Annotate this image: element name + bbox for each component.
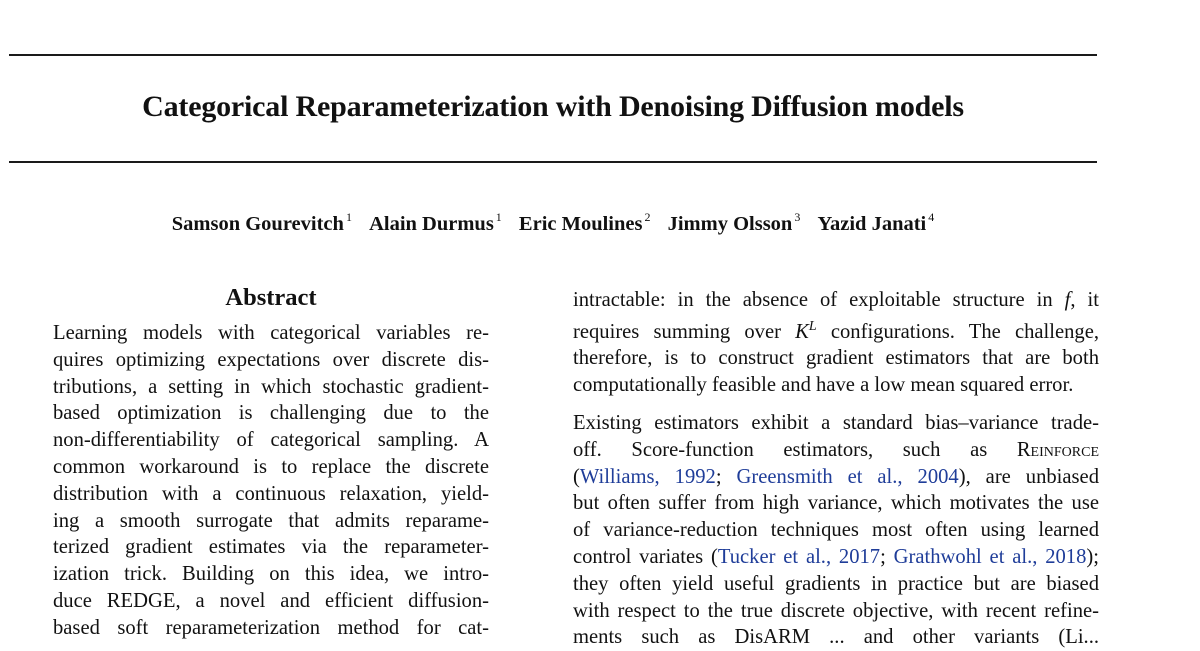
abstract-heading: Abstract (225, 284, 317, 311)
author: Alain Durmus $^1$ (369, 210, 502, 235)
body-line: they often yield useful gradients in practice but are biased (573, 572, 1099, 595)
title-bottom-rule (9, 161, 1097, 163)
paper-title: Categorical Reparameterization with Denoising Diffusion models (142, 90, 964, 123)
author: Eric Moulines $^2$ (518, 210, 651, 235)
abstract-line: Learning models with categorical variables re- (53, 322, 489, 344)
author-list (9, 210, 1097, 236)
author: Samson Gourevitch $^1$ (171, 210, 352, 235)
author: Jimmy Olsson $^3$ (667, 210, 801, 235)
abstract-line: based optimization is challenging due to the (53, 402, 489, 425)
body-line: but often suffer from high variance, which motivates the use (573, 492, 1099, 515)
reinforce-name: Reinforce (1016, 438, 1099, 461)
body-line: control variates (Tucker et al., 2017; Grathwohl et al., 2018); (573, 546, 1099, 569)
math-L: L (808, 318, 817, 334)
citation-link[interactable]: Grathwohl et al., 2018 (893, 546, 1087, 569)
body-line: (Williams, 1992; Greensmith et al., 2004), are unbiased (573, 465, 1099, 488)
abstract-line: based soft reparameterization method for cat- (53, 616, 489, 639)
body-line: of variance-reduction techniques most often using learned (573, 519, 1099, 542)
abstract-line: distribution with a continuous relaxation, yield- (53, 482, 489, 505)
body-line: Existing estimators exhibit a standard bias–variance trade- (573, 412, 1099, 435)
abstract-line: quires optimizing expectations over discrete dis- (53, 348, 489, 371)
citation-link[interactable]: Williams, 1992 (579, 465, 716, 488)
citation-link[interactable]: Tucker et al., 2017 (717, 546, 881, 569)
abstract-line: tributions, a setting in which stochastic gradient- (53, 375, 489, 398)
body-line: requires summing over $K^L$ configurations. The challenge, (573, 318, 1099, 343)
math-f: f (1064, 289, 1071, 311)
body-line: with respect to the true discrete objective, with recent refine- (573, 599, 1099, 622)
abstract-line: duce REDGE, a novel and efficient diffusion- (53, 589, 489, 612)
author: Yazid Janati $^4$ (817, 210, 935, 235)
body-line: off. Score-function estimators, such as Reinforce (573, 438, 1099, 461)
abstract-line: ing a smooth surrogate that admits reparame- (53, 509, 489, 532)
title-top-rule (9, 54, 1097, 56)
abstract-line: common workaround is to replace the discrete (53, 455, 489, 478)
citation-link[interactable]: Greensmith et al., 2004 (736, 465, 959, 488)
body-line: therefore, is to construct gradient estimators that are both (573, 347, 1099, 370)
abstract-line: terized gradient estimates via the reparameter- (53, 536, 489, 559)
abstract-body (53, 320, 489, 642)
body-line: intractable: in the absence of exploitable structure in f, it (573, 289, 1099, 311)
math-K: K (795, 320, 809, 343)
body-column-right (573, 287, 1099, 651)
abstract-line: ization trick. Building on this idea, we intro- (53, 563, 489, 586)
body-line: ments such as DisARM ... and other variants (Li... (573, 626, 1099, 649)
body-line: computationally feasible and have a low mean squared error. (573, 374, 1074, 397)
abstract-line: non-differentiability of categorical sampling. A (53, 429, 489, 452)
